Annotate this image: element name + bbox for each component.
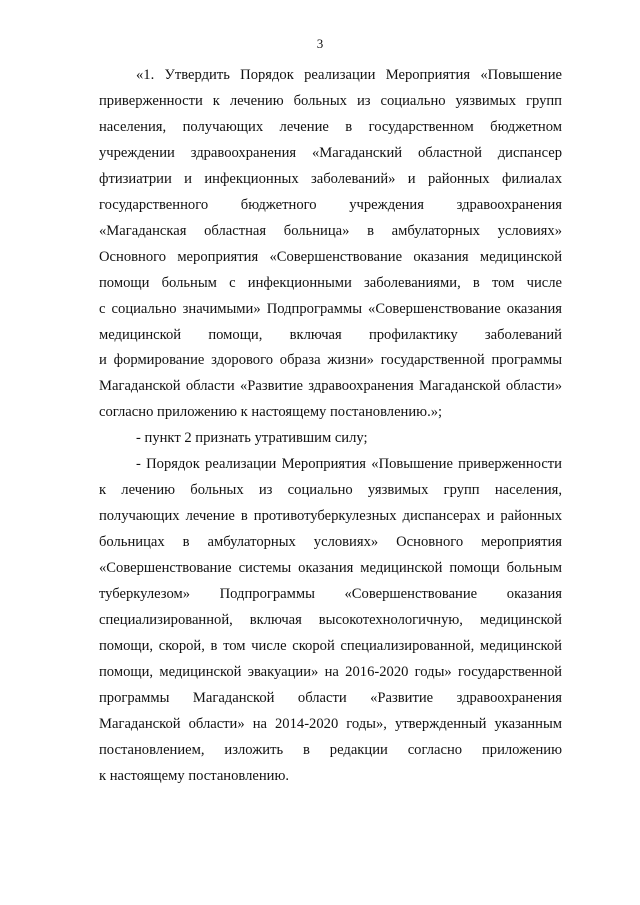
text-line: - Порядок реализации Мероприятия «Повышение приверженности [136, 456, 562, 473]
text-line: - пункт 2 признать утратившим силу; [136, 430, 368, 447]
text-line: получающих лечение в противотуберкулезных диспансерах и районных [99, 508, 562, 525]
text-line: и формирование здорового образа жизни» государственной программы [99, 352, 562, 369]
text-line: помощи, медицинской эвакуации» на 2016-2020 годы» государственной [99, 663, 562, 680]
text-line: к настоящему постановлению. [99, 767, 290, 784]
text-line: фтизиатрии и инфекционных заболеваний» и районных филиалах [99, 170, 562, 187]
page-number: 3 [316, 36, 324, 51]
text-line: «1. Утвердить Порядок реализации Мероприятия «Повышение [136, 67, 562, 83]
text-line: учреждении здравоохранения «Магаданский областной диспансер [99, 144, 562, 161]
text-line: постановлением, изложить в редакции согласно приложению [99, 741, 562, 758]
text-line: Основного мероприятия «Совершенствование оказания медицинской [99, 248, 562, 265]
text-line: помощи, скорой, в том числе скорой специализированной, медицинской [99, 637, 562, 654]
text-line: туберкулезом» Подпрограммы «Совершенствование оказания [99, 586, 562, 602]
text-line: больницах в амбулаторных условиях» Основного мероприятия [99, 534, 562, 551]
text-line: Магаданской области» на 2014-2020 годы», утвержденный указанным [99, 715, 562, 732]
text-line: к лечению больных из социально уязвимых групп населения, [99, 482, 562, 499]
text-line: Магаданской области «Развитие здравоохранения Магаданской области» [99, 378, 562, 395]
text-line: с социально значимыми» Подпрограммы «Совершенствование оказания [99, 300, 562, 317]
text-line: «Совершенствование системы оказания медицинской помощи больным [99, 560, 562, 576]
text-line: государственного бюджетного учреждения здравоохранения [99, 196, 562, 213]
text-line: согласно приложению к настоящему постановлению.»; [99, 404, 443, 421]
text-line: населения, получающих лечение в государственном бюджетном [99, 118, 562, 135]
text-line: медицинской помощи, включая профилактику заболеваний [99, 326, 562, 343]
text-line: приверженности к лечению больных из социально уязвимых групп [99, 93, 562, 109]
text-line: специализированной, включая высокотехнологичную, медицинской [99, 611, 562, 628]
text-line: «Магаданская областная больница» в амбулаторных условиях» [99, 222, 562, 239]
text-line: помощи больным с инфекционными заболеваниями, в том числе [99, 274, 562, 291]
text-line: программы Магаданской области «Развитие здравоохранения [99, 689, 562, 706]
